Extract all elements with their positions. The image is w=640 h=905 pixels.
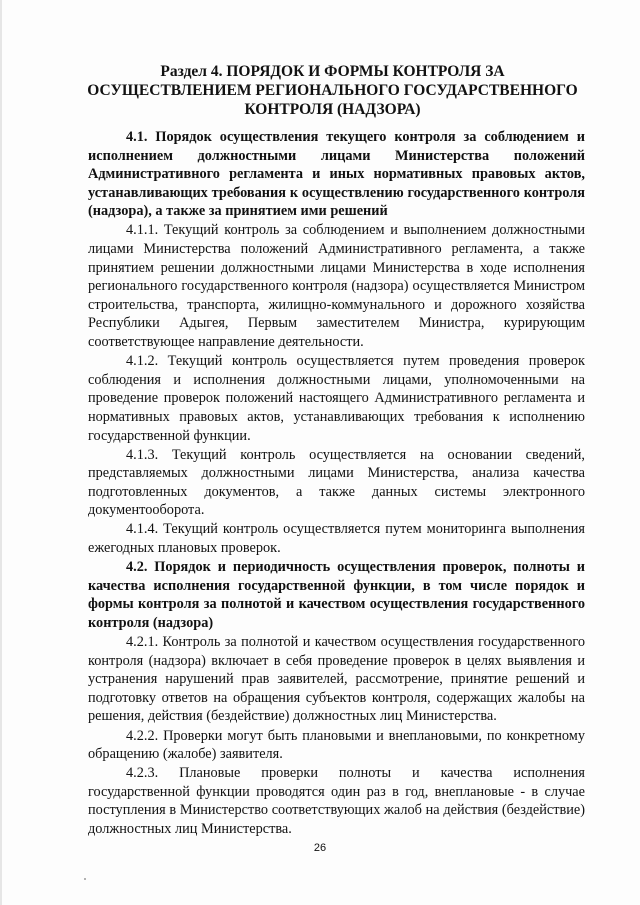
paragraph-4-1-4: 4.1.4. Текущий контроль осуществляется путем мониторинга выполнения ежегодных плановых проверок.	[88, 521, 585, 557]
scan-speck	[84, 878, 86, 880]
paragraph-4-1-3: 4.1.3. Текущий контроль осуществляется на основании сведений, представляемых должностными лицами Министерства, анализа качества подготовленных документов, а также данных системы электронного документооборота.	[88, 446, 585, 519]
scan-edge	[0, 0, 2, 905]
section-title: Раздел 4. ПОРЯДОК И ФОРМЫ КОНТРОЛЯ ЗА ОСУЩЕСТВЛЕНИЕМ РЕГИОНАЛЬНОГО ГОСУДАРСТВЕННОГО КОНТРОЛЯ (НАДЗОРА)	[87, 63, 578, 118]
paragraph-4-1-2: 4.1.2. Текущий контроль осуществляется путем проведения проверок соблюдения и исполнения должностными лицами, уполномоченными на проведение проверок положений настоящего Административного регламента и нормативных правовых актов, устанавливающих требования к исполнению государственной функции.	[88, 353, 585, 444]
subsection-heading-4-2: 4.2. Порядок и периодичность осуществления проверок, полноты и качества исполнения государственной функции, в том числе порядок и формы контроля за полнотой и качеством осуществления государственного контроля (надзора)	[88, 559, 585, 631]
document-body	[88, 128, 585, 839]
paragraph-4-2-1: 4.2.1. Контроль за полнотой и качеством осуществления государственного контроля (надзора) включает в себя проведение проверок в целях выявления и устранения нарушений прав заявителей, рассмотрение, принятие решений и подготовку ответов на обращения субъектов контроля, содержащих жалобы на решения, действия (бездействие) должностных лиц Министерства.	[88, 634, 585, 725]
paragraph-4-2-2: 4.2.2. Проверки могут быть плановыми и внеплановыми, по конкретному обращению (жалобе) заявителя.	[88, 727, 585, 763]
paragraph-4-1-1: 4.1.1. Текущий контроль за соблюдением и выполнением должностными лицами Министерства положений Административного регламента, а также принятием решении должностными лицами Министерства в ходе исполнения регионального государственного контроля (надзора) осуществляется Министром строительства, транспорта, жилищно-коммунального и дорожного хозяйства Республики Адыгея, Первым заместителем Министра, курирующим соответствующее направление деятельности.	[88, 222, 585, 351]
page-number: 26	[313, 842, 327, 854]
paragraph-4-2-3: 4.2.3. Плановые проверки полноты и качества исполнения государственной функции проводятся один раз в год, внеплановые - в случае поступления в Министерство соответствующих жалоб на действия (бездействие) должностных лиц Министерства.	[88, 765, 585, 837]
subsection-heading-4-1: 4.1. Порядок осуществления текущего контроля за соблюдением и исполнением должностными лицами Министерства положений Административного регламента и иных нормативных правовых актов, устанавливающих требования к осуществлению государственного контроля (надзора), а также за принятием ими решений	[88, 129, 585, 220]
